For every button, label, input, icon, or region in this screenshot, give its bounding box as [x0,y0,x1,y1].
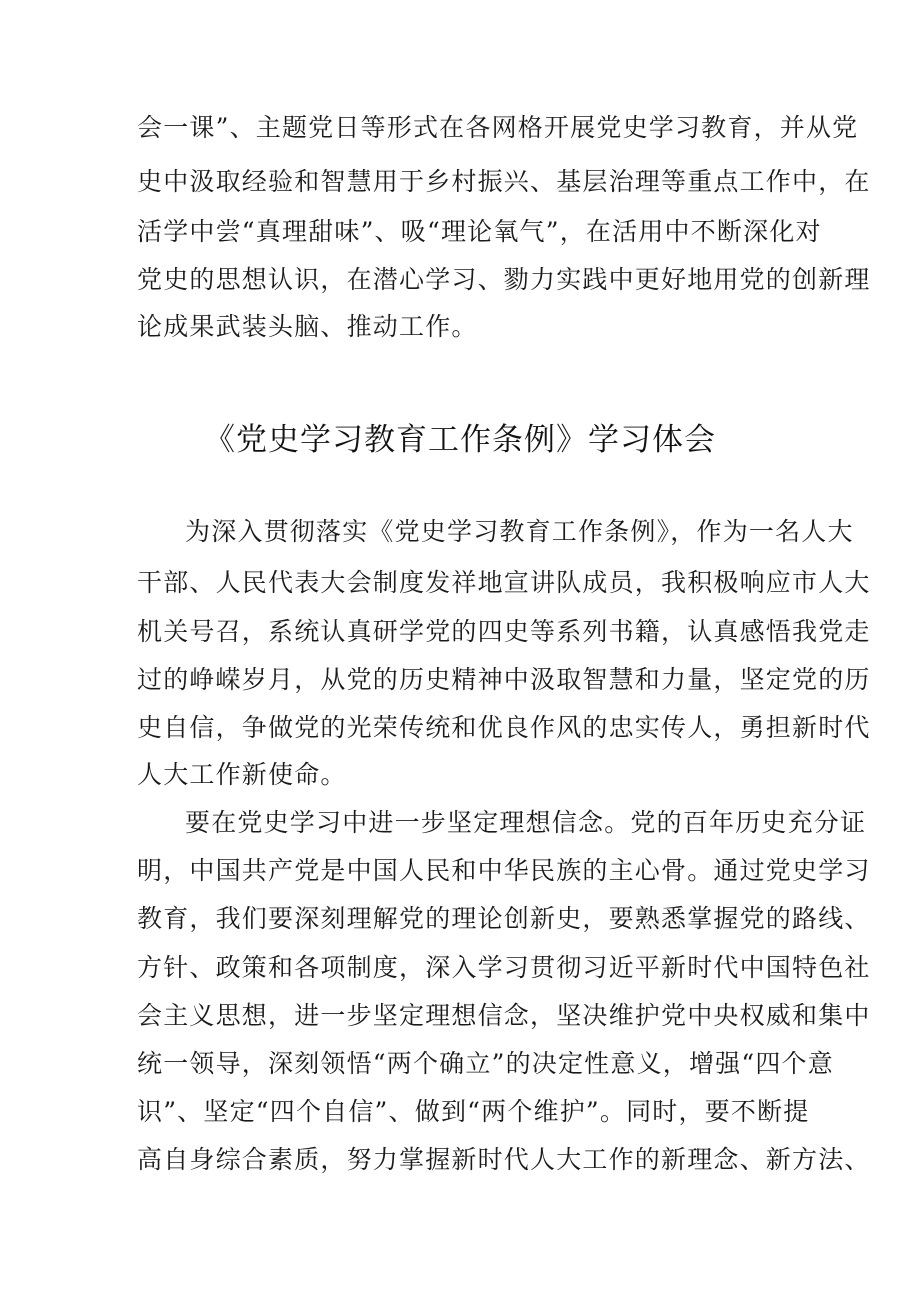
text-line: 人大工作新使命。 [137,760,347,789]
text-line: 明，中国共产党是中国人民和中华民族的主心骨。通过党史学习 [137,856,871,885]
text-line: 会一课”、主题党日等形式在各网格开展党史学习教育，并从党 [137,113,859,142]
text-line: 会主义思想，进一步坚定理想信念，坚决维护党中央权威和集中 [137,1001,871,1030]
text-line: 为深入贯彻落实《党史学习教育工作条例》，作为一名人大 [185,517,854,546]
text-line: 教育，我们要深刻理解党的理论创新史，要熟悉掌握党的路线、 [137,904,871,933]
text-line: 史中汲取经验和智慧用于乡村振兴、基层治理等重点工作中，在 [137,167,871,196]
document-title: 《党史学习教育工作条例》学习体会 [204,422,716,458]
text-line: 高自身综合素质，努力掌握新时代人大工作的新理念、新方法、 [137,1145,871,1174]
text-line: 识”、坚定“四个自信”、做到“两个维护”。同时，要不断提 [137,1097,810,1126]
text-line: 统一领导，深刻领悟“两个确立”的决定性意义，增强“四个意 [137,1049,834,1078]
text-line: 干部、人民代表大会制度发祥地宣讲队成员，我积极响应市人大 [137,568,871,597]
text-line: 论成果武装头脑、推动工作。 [137,312,478,341]
text-line: 机关号召，系统认真研学党的四史等系列书籍，认真感悟我党走 [137,617,871,646]
text-line: 过的峥嵘岁月，从党的历史精神中汲取智慧和力量，坚定党的历 [137,665,871,694]
text-line: 方针、政策和各项制度，深入学习贯彻习近平新时代中国特色社 [137,953,871,982]
text-line: 活学中尝“真理甜味”、吸“理论氧气”，在活用中不断深化对 [137,217,822,246]
text-line: 党史的思想认识，在潜心学习、勠力实践中更好地用党的创新理 [137,265,871,294]
text-line: 史自信，争做党的光荣传统和优良作风的忠实传人，勇担新时代 [137,713,871,742]
text-line: 要在党史学习中进一步坚定理想信念。党的百年历史充分证 [185,808,867,837]
